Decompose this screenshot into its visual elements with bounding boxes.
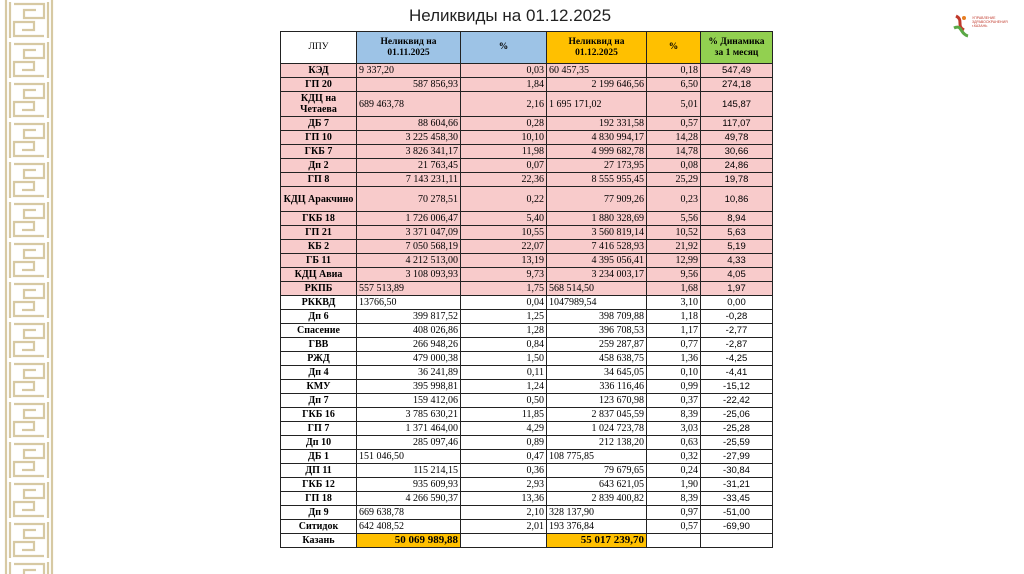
nonliquid-nov-cell: 21 763,45 [357,159,461,173]
lpu-name-cell: Дп 10 [281,436,357,450]
pct-dec-cell: 0,24 [647,464,701,478]
table-row [281,268,773,282]
nonliquid-nov-cell: 399 817,52 [357,310,461,324]
table-row [281,145,773,159]
pct-nov-cell: 10,10 [461,131,547,145]
pct-dec-cell: 0,77 [647,338,701,352]
pct-dec-cell: 0,57 [647,520,701,534]
nonliquid-dec-cell: 79 679,65 [547,464,647,478]
table-header-row [281,32,773,64]
nonliquid-dec-cell: 458 638,75 [547,352,647,366]
table-row [281,226,773,240]
pct-nov-cell: 0,28 [461,117,547,131]
dynamics-cell: 5,63 [701,226,773,240]
nonliquid-nov-cell: 3 785 630,21 [357,408,461,422]
pct-dec-cell: 0,23 [647,187,701,212]
lpu-name-cell: ГП 21 [281,226,357,240]
table-row [281,64,773,78]
pct-dec-cell: 25,29 [647,173,701,187]
table-row [281,173,773,187]
nonliquid-dec-cell: 212 138,20 [547,436,647,450]
pct-dec-cell: 9,56 [647,268,701,282]
lpu-name-cell: ГКБ 16 [281,408,357,422]
pct-dec-cell: 0,99 [647,380,701,394]
dynamics-cell: 4,33 [701,254,773,268]
nonliquid-dec-cell: 328 137,90 [547,506,647,520]
pct-nov-cell: 0,04 [461,296,547,310]
pct-nov-cell: 1,28 [461,324,547,338]
lpu-name-cell: КБ 2 [281,240,357,254]
total-row [281,534,773,548]
pct-nov-cell: 5,40 [461,212,547,226]
table-row [281,506,773,520]
table-row [281,422,773,436]
dynamics-cell: 30,66 [701,145,773,159]
dynamics-cell: 4,05 [701,268,773,282]
nonliquid-dec-cell: 108 775,85 [547,450,647,464]
nonliquid-nov-cell: 3 371 047,09 [357,226,461,240]
pct-dec-cell: 10,52 [647,226,701,240]
lpu-name-cell: РККВД [281,296,357,310]
header-dynamics: % Динамика за 1 месяц [701,32,773,64]
pct-nov-cell: 11,98 [461,145,547,159]
nonliquid-dec-cell: 7 416 528,93 [547,240,647,254]
nonliquid-dec-cell: 643 621,05 [547,478,647,492]
pct-dec-cell: 0,97 [647,506,701,520]
pct-dec-cell: 0,57 [647,117,701,131]
lpu-name-cell: Дп 9 [281,506,357,520]
page-title: Неликвиды на 01.12.2025 [408,6,612,25]
nonliquid-dec-cell: 27 173,95 [547,159,647,173]
header-lpu: ЛПУ [281,32,357,64]
table-row [281,338,773,352]
nonliquid-nov-cell: 1 371 464,00 [357,422,461,436]
dynamics-cell: -25,59 [701,436,773,450]
nonliquid-dec-cell: 4 830 994,17 [547,131,647,145]
nonliquid-nov-cell: 408 026,86 [357,324,461,338]
pct-dec-cell: 5,01 [647,92,701,117]
header-nonliquid-dec: Неликвид на 01.12.2025 [547,32,647,64]
dynamics-cell: -2,77 [701,324,773,338]
nonliquid-dec-cell: 1 880 328,69 [547,212,647,226]
lpu-name-cell: Дп 7 [281,394,357,408]
table-row [281,131,773,145]
table-row [281,366,773,380]
pct-nov-cell: 0,11 [461,366,547,380]
nonliquid-nov-cell: 3 108 093,93 [357,268,461,282]
pct-nov-cell: 13,19 [461,254,547,268]
table-row [281,78,773,92]
nonliquid-dec-cell: 3 234 003,17 [547,268,647,282]
pct-nov-cell: 0,03 [461,64,547,78]
nonliquid-nov-cell: 689 463,78 [357,92,461,117]
lpu-name-cell: КДЦ Аракчино [281,187,357,212]
lpu-name-cell: ГКБ 18 [281,212,357,226]
lpu-name-cell: КЭД [281,64,357,78]
lpu-name-cell: ГВВ [281,338,357,352]
nonliquid-dec-cell: 396 708,53 [547,324,647,338]
nonliquid-dec-cell: 568 514,50 [547,282,647,296]
pct-nov-cell: 11,85 [461,408,547,422]
table-row [281,394,773,408]
table-row [281,380,773,394]
dynamics-cell: -15,12 [701,380,773,394]
lpu-name-cell: РКПБ [281,282,357,296]
header-pct-dec: % [647,32,701,64]
nonliquid-nov-cell: 115 214,15 [357,464,461,478]
lpu-name-cell: КМУ [281,380,357,394]
nonliquid-dec-cell: 60 457,35 [547,64,647,78]
table-row [281,450,773,464]
total-empty-1 [461,534,547,548]
decorative-border [0,0,58,574]
dynamics-cell: -69,90 [701,520,773,534]
nonliquid-dec-cell: 123 670,98 [547,394,647,408]
nonliquid-dec-cell: 193 376,84 [547,520,647,534]
pct-dec-cell: 14,28 [647,131,701,145]
nonliquid-dec-cell: 1 695 171,02 [547,92,647,117]
pct-dec-cell: 1,36 [647,352,701,366]
nonliquid-dec-cell: 4 999 682,78 [547,145,647,159]
pct-dec-cell: 1,90 [647,478,701,492]
table-row [281,478,773,492]
dynamics-cell: 24,86 [701,159,773,173]
pct-nov-cell: 1,50 [461,352,547,366]
nonliquid-nov-cell: 4 266 590,37 [357,492,461,506]
table-row [281,254,773,268]
nonliquid-dec-cell: 1047989,54 [547,296,647,310]
pct-dec-cell: 1,68 [647,282,701,296]
total-empty-2 [647,534,701,548]
pct-nov-cell: 13,36 [461,492,547,506]
lpu-name-cell: Дп 2 [281,159,357,173]
nonliquid-nov-cell: 935 609,93 [357,478,461,492]
pct-nov-cell: 1,75 [461,282,547,296]
nonliquid-dec-cell: 3 560 819,14 [547,226,647,240]
dynamics-cell: -51,00 [701,506,773,520]
lpu-name-cell: ГП 7 [281,422,357,436]
pct-dec-cell: 1,17 [647,324,701,338]
total-name-cell: Казань [281,534,357,548]
header-pct-nov: % [461,32,547,64]
pct-dec-cell: 0,37 [647,394,701,408]
pct-nov-cell: 0,36 [461,464,547,478]
dynamics-cell: -25,28 [701,422,773,436]
pct-dec-cell: 6,50 [647,78,701,92]
pct-nov-cell: 0,84 [461,338,547,352]
nonliquid-dec-cell: 192 331,58 [547,117,647,131]
nonliquid-nov-cell: 557 513,89 [357,282,461,296]
nonliquid-nov-cell: 1 726 006,47 [357,212,461,226]
nonliquid-dec-cell: 2 839 400,82 [547,492,647,506]
nonliquid-dec-cell: 4 395 056,41 [547,254,647,268]
nonliquid-dec-cell: 77 909,26 [547,187,647,212]
pct-nov-cell: 2,01 [461,520,547,534]
dynamics-cell: -30,84 [701,464,773,478]
dynamics-cell: -33,45 [701,492,773,506]
dynamics-cell: -27,99 [701,450,773,464]
lpu-name-cell: ДБ 1 [281,450,357,464]
pct-nov-cell: 1,25 [461,310,547,324]
lpu-name-cell: ГБ 11 [281,254,357,268]
table-row [281,436,773,450]
pct-nov-cell: 0,89 [461,436,547,450]
table-row [281,464,773,478]
table-row [281,408,773,422]
table-row [281,92,773,117]
lpu-name-cell: Ситидок [281,520,357,534]
dynamics-cell: 10,86 [701,187,773,212]
dynamics-cell: 547,49 [701,64,773,78]
dynamics-cell: 274,18 [701,78,773,92]
nonliquid-nov-cell: 151 046,50 [357,450,461,464]
pct-nov-cell: 1,84 [461,78,547,92]
pct-dec-cell: 5,56 [647,212,701,226]
lpu-name-cell: РЖД [281,352,357,366]
nonliquid-nov-cell: 3 826 341,17 [357,145,461,159]
header-nonliquid-nov: Неликвид на 01.11.2025 [357,32,461,64]
pct-nov-cell: 10,55 [461,226,547,240]
lpu-name-cell: КДЦ Авиа [281,268,357,282]
pct-dec-cell: 0,08 [647,159,701,173]
nonliquid-dec-cell: 259 287,87 [547,338,647,352]
logo-caption: УПРАВЛЕНИЕ ЗДРАВООХРАНЕНИЯ г.КАЗАНЬ [972,16,1008,28]
pct-dec-cell: 21,92 [647,240,701,254]
pct-nov-cell: 0,50 [461,394,547,408]
table-row [281,324,773,338]
table-row [281,492,773,506]
table-row [281,212,773,226]
lpu-name-cell: ГП 20 [281,78,357,92]
table-row [281,159,773,173]
pct-dec-cell: 8,39 [647,408,701,422]
pct-dec-cell: 8,39 [647,492,701,506]
pct-nov-cell: 2,16 [461,92,547,117]
nonliquid-dec-cell: 1 024 723,78 [547,422,647,436]
table-row [281,117,773,131]
pct-dec-cell: 1,18 [647,310,701,324]
nonliquid-nov-cell: 7 050 568,19 [357,240,461,254]
nonliquid-nov-cell: 70 278,51 [357,187,461,212]
lpu-name-cell: ДП 11 [281,464,357,478]
pct-nov-cell: 22,36 [461,173,547,187]
pct-nov-cell: 2,10 [461,506,547,520]
pct-dec-cell: 0,18 [647,64,701,78]
nonliquid-dec-cell: 2 199 646,56 [547,78,647,92]
dynamics-cell: 117,07 [701,117,773,131]
nonliquid-dec-cell: 336 116,46 [547,380,647,394]
pct-nov-cell: 2,93 [461,478,547,492]
dynamics-cell: -31,21 [701,478,773,492]
dynamics-cell: -4,25 [701,352,773,366]
nonliquid-nov-cell: 395 998,81 [357,380,461,394]
pct-dec-cell: 0,63 [647,436,701,450]
dynamics-cell: 19,78 [701,173,773,187]
nonliquid-nov-cell: 4 212 513,00 [357,254,461,268]
lpu-name-cell: ГП 18 [281,492,357,506]
pct-nov-cell: 1,24 [461,380,547,394]
dynamics-cell: -2,87 [701,338,773,352]
total-nonliquid-nov: 50 069 989,88 [357,534,461,548]
pct-nov-cell: 0,07 [461,159,547,173]
pct-dec-cell: 14,78 [647,145,701,159]
nonliquid-nov-cell: 36 241,89 [357,366,461,380]
pct-nov-cell: 22,07 [461,240,547,254]
dynamics-cell: -22,42 [701,394,773,408]
pct-dec-cell: 3,10 [647,296,701,310]
lpu-name-cell: ГП 8 [281,173,357,187]
nonliquid-dec-cell: 398 709,88 [547,310,647,324]
lpu-name-cell: КДЦ на Четаева [281,92,357,117]
pct-nov-cell: 9,73 [461,268,547,282]
nonliquid-nov-cell: 88 604,66 [357,117,461,131]
nonliquid-nov-cell: 9 337,20 [357,64,461,78]
lpu-name-cell: ГКБ 12 [281,478,357,492]
lpu-name-cell: Дп 6 [281,310,357,324]
table-row [281,282,773,296]
nonliquid-nov-cell: 266 948,26 [357,338,461,352]
nonliquid-nov-cell: 159 412,06 [357,394,461,408]
pct-dec-cell: 0,32 [647,450,701,464]
lpu-name-cell: Дп 4 [281,366,357,380]
total-nonliquid-dec: 55 017 239,70 [547,534,647,548]
dynamics-cell: -0,28 [701,310,773,324]
table-row [281,240,773,254]
table-row [281,296,773,310]
dynamics-cell: 8,94 [701,212,773,226]
lpu-name-cell: ГКБ 7 [281,145,357,159]
lpu-name-cell: ГП 10 [281,131,357,145]
table-row [281,187,773,212]
nonliquid-nov-cell: 285 097,46 [357,436,461,450]
table-row [281,352,773,366]
pct-dec-cell: 3,03 [647,422,701,436]
nonliquid-nov-cell: 642 408,52 [357,520,461,534]
nonliquid-nov-cell: 3 225 458,30 [357,131,461,145]
nonliquid-nov-cell: 13766,50 [357,296,461,310]
nonliquid-nov-cell: 587 856,93 [357,78,461,92]
pct-nov-cell: 0,47 [461,450,547,464]
nonliquid-nov-cell: 7 143 231,11 [357,173,461,187]
total-empty-3 [701,534,773,548]
lpu-name-cell: ДБ 7 [281,117,357,131]
lpu-name-cell: Спасение [281,324,357,338]
nonliquid-dec-cell: 34 645,05 [547,366,647,380]
pct-dec-cell: 0,10 [647,366,701,380]
table-row [281,310,773,324]
nonliquid-dec-cell: 2 837 045,59 [547,408,647,422]
dynamics-cell: -4,41 [701,366,773,380]
nonliquid-table [280,31,773,548]
dynamics-cell: 5,19 [701,240,773,254]
dynamics-cell: 1,97 [701,282,773,296]
table-row [281,520,773,534]
pct-dec-cell: 12,99 [647,254,701,268]
nonliquid-dec-cell: 8 555 955,45 [547,173,647,187]
dynamics-cell: -25,06 [701,408,773,422]
pct-nov-cell: 4,29 [461,422,547,436]
pct-nov-cell: 0,22 [461,187,547,212]
dynamics-cell: 145,87 [701,92,773,117]
dynamics-cell: 49,78 [701,131,773,145]
dynamics-cell: 0,00 [701,296,773,310]
nonliquid-nov-cell: 479 000,38 [357,352,461,366]
nonliquid-nov-cell: 669 638,78 [357,506,461,520]
